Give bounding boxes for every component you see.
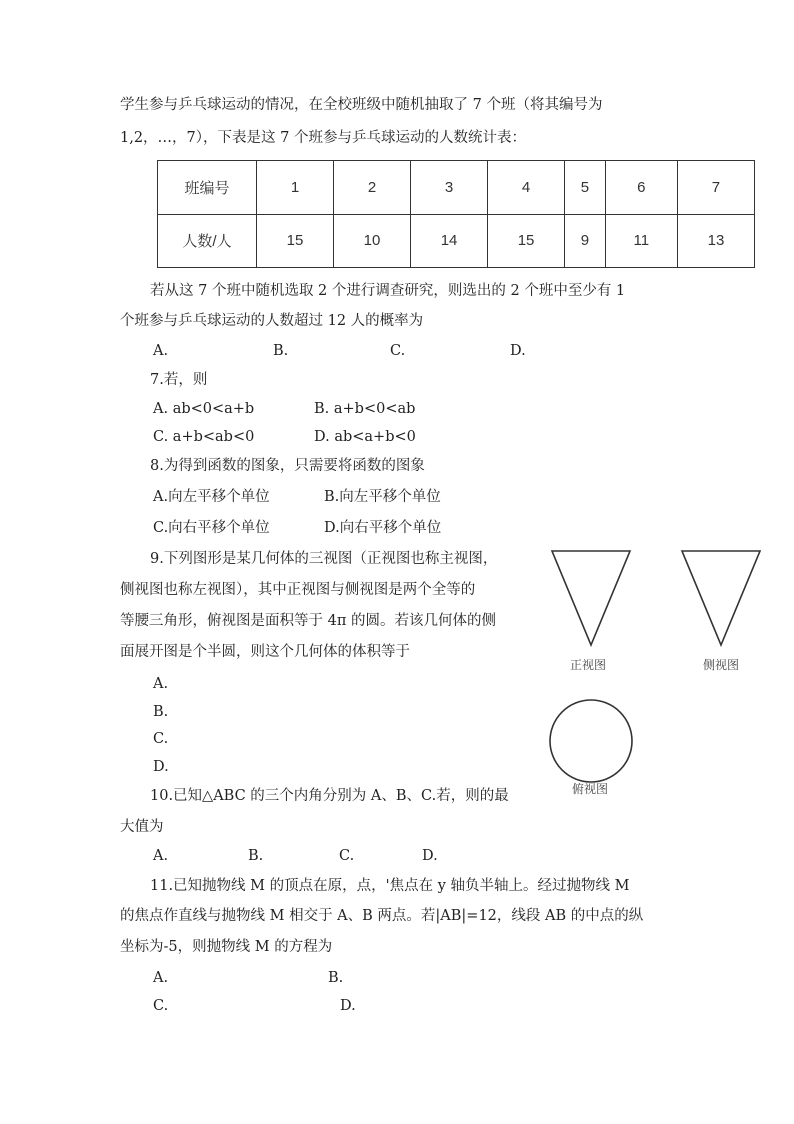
q11-option-b: B. bbox=[328, 970, 344, 986]
table-cell: 3 bbox=[411, 161, 488, 215]
intro-line-1: 学生参与乒乓球运动的情况，在全校班级中随机抽取了 7 个班（将其编号为 bbox=[120, 97, 603, 113]
q8-stem: 8.为得到函数的图象，只需要将函数的图象 bbox=[150, 458, 425, 474]
side-view-triangle bbox=[680, 548, 764, 648]
q8-option-c: C.向右平移个单位 bbox=[153, 520, 270, 536]
row-label-class-number: 班编号 bbox=[158, 161, 257, 215]
q10-option-a: A. bbox=[153, 848, 169, 864]
table-cell: 6 bbox=[605, 161, 677, 215]
table-cell: 10 bbox=[334, 214, 411, 268]
q6-option-d: D. bbox=[510, 343, 526, 359]
q9-option-a: A. bbox=[153, 676, 169, 692]
table-cell: 4 bbox=[488, 161, 565, 215]
front-view-triangle bbox=[550, 548, 634, 648]
q10-option-d: D. bbox=[422, 848, 438, 864]
q9-option-b: B. bbox=[153, 704, 169, 720]
q9-option-d: D. bbox=[153, 759, 169, 775]
table-cell: 9 bbox=[565, 214, 606, 268]
q7-option-a: A. ab<0<a+b bbox=[153, 401, 255, 417]
table-cell: 1 bbox=[257, 161, 334, 215]
table-row-count bbox=[158, 214, 755, 268]
table-cell: 2 bbox=[334, 161, 411, 215]
q10-line-2: 大值为 bbox=[120, 819, 164, 835]
q8-option-d: D.向右平移个单位 bbox=[324, 520, 442, 536]
q6-option-b: B. bbox=[273, 343, 289, 359]
table-cell: 7 bbox=[677, 161, 754, 215]
row-label-count: 人数/人 bbox=[158, 214, 257, 268]
top-view-circle bbox=[547, 697, 635, 785]
front-view-label: 正视图 bbox=[570, 658, 607, 672]
q9-line-1: 9.下列图形是某几何体的三视图（正视图也称主视图， bbox=[150, 551, 498, 567]
q11-option-c: C. bbox=[153, 998, 169, 1014]
q7-option-c: C. a+b<ab<0 bbox=[153, 429, 255, 445]
q8-option-a: A.向左平移个单位 bbox=[153, 489, 270, 505]
q6-line-2: 个班参与乒乓球运动的人数超过 12 人的概率为 bbox=[120, 313, 424, 329]
q7-option-b: B. a+b<0<ab bbox=[314, 401, 416, 417]
q9-line-3: 等腰三角形，俯视图是面积等于 4π 的圆。若该几何体的侧 bbox=[120, 613, 496, 629]
table-cell: 11 bbox=[605, 214, 677, 268]
q10-line-1: 10.已知△ABC 的三个内角分别为 A、B、C.若，则的最 bbox=[150, 788, 509, 804]
table-cell: 14 bbox=[411, 214, 488, 268]
q11-line-1: 11.已知抛物线 M 的顶点在原，点，'焦点在 y 轴负半轴上。经过抛物线 M bbox=[150, 878, 630, 894]
stats-table bbox=[157, 160, 755, 268]
q11-line-3: 坐标为-5，则抛物线 M 的方程为 bbox=[120, 939, 333, 955]
q7-stem: 7.若，则 bbox=[150, 372, 208, 388]
q6-line-1: 若从这 7 个班中随机选取 2 个进行调查研究，则选出的 2 个班中至少有 1 bbox=[150, 283, 626, 299]
q8-option-b: B.向左平移个单位 bbox=[324, 489, 441, 505]
q10-option-b: B. bbox=[248, 848, 264, 864]
q10-option-c: C. bbox=[339, 848, 355, 864]
q9-option-c: C. bbox=[153, 731, 169, 747]
top-view-label: 俯视图 bbox=[572, 782, 609, 796]
table-cell: 5 bbox=[565, 161, 606, 215]
q6-option-a: A. bbox=[153, 343, 169, 359]
intro-line-2: 1,2，…，7），下表是这 7 个班参与乒乓球运动的人数统计表： bbox=[120, 130, 526, 146]
table-cell: 13 bbox=[677, 214, 754, 268]
side-view-label: 侧视图 bbox=[703, 658, 740, 672]
q9-line-4: 面展开图是个半圆，则这个几何体的体积等于 bbox=[120, 644, 410, 660]
q11-option-d: D. bbox=[340, 998, 356, 1014]
table-cell: 15 bbox=[257, 214, 334, 268]
q7-option-d: D. ab<a+b<0 bbox=[314, 429, 416, 445]
table-row-class-number bbox=[158, 161, 755, 215]
q9-line-2: 侧视图也称左视图），其中正视图与侧视图是两个全等的 bbox=[120, 582, 476, 598]
table-cell: 15 bbox=[488, 214, 565, 268]
q11-line-2: 的焦点作直线与抛物线 M 相交于 A、B 两点。若|AB|=12，线段 AB 的中点的纵 bbox=[120, 908, 644, 924]
q11-option-a: A. bbox=[153, 970, 169, 986]
q6-option-c: C. bbox=[390, 343, 406, 359]
